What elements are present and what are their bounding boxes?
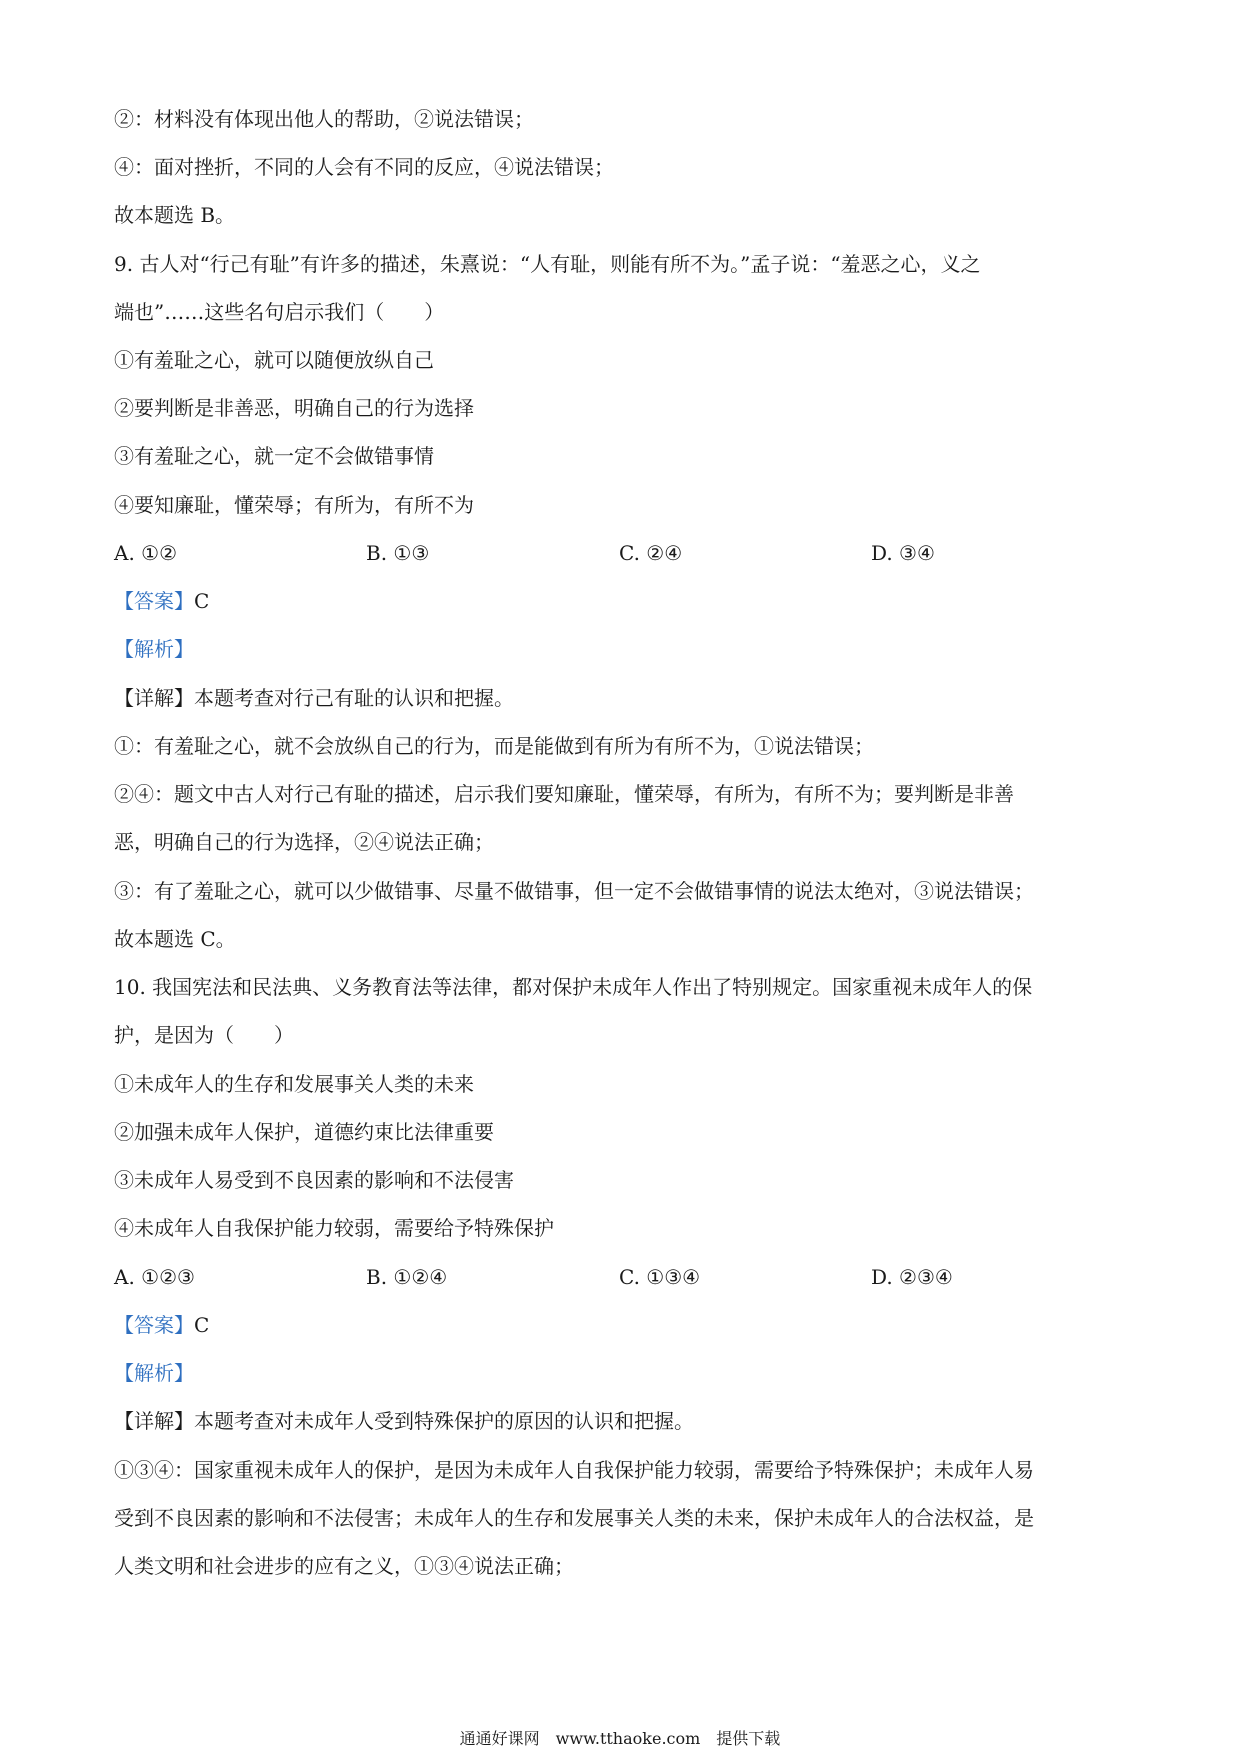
q9-explain-1: ①：有羞耻之心，就不会放纵自己的行为，而是能做到有所为有所不为，①说法错误； — [114, 734, 874, 758]
q9-detail — [114, 683, 1134, 713]
answer-value: C — [194, 1313, 210, 1337]
q10-statement-1: ①未成年人的生存和发展事关人类的未来 — [114, 1072, 474, 1096]
q9-option-c: C. ②④ — [619, 541, 683, 565]
text-line: ②：材料没有体现出他人的帮助，②说法错误； — [114, 107, 534, 131]
answer-tag: 【答案】 — [114, 589, 194, 613]
q10-options — [114, 1262, 1134, 1292]
q10-statement-2: ②加强未成年人保护，道德约束比法律重要 — [114, 1120, 494, 1144]
q9-options — [114, 538, 1134, 568]
q9-answer — [114, 586, 1134, 616]
q10-analysis — [114, 1358, 1134, 1388]
q9-statement-1: ①有羞耻之心，就可以随便放纵自己 — [114, 348, 434, 372]
q10-option-d: D. ②③④ — [871, 1265, 953, 1289]
question-10-stem-cont: 护，是因为（ ） — [114, 1023, 294, 1047]
q9-statement-2: ②要判断是非善恶，明确自己的行为选择 — [114, 396, 474, 420]
q9-explain-2: ②④：题文中古人对行己有耻的描述，启示我们要知廉耻，懂荣辱，有所为，有所不为；要判断是非善 — [114, 782, 1014, 806]
detail-tag: 【详解】 — [114, 686, 194, 710]
q10-statement-4: ④未成年人自我保护能力较弱，需要给予特殊保护 — [114, 1216, 554, 1240]
q10-answer — [114, 1310, 1134, 1340]
detail-text: 本题考查对未成年人受到特殊保护的原因的认识和把握。 — [194, 1409, 694, 1433]
q10-option-a: A. ①②③ — [114, 1265, 195, 1289]
q9-explain-3: ③：有了羞耻之心，就可以少做错事、尽量不做错事，但一定不会做错事情的说法太绝对，③说法错误； — [114, 879, 1034, 903]
text-line: ④：面对挫折，不同的人会有不同的反应，④说法错误； — [114, 155, 614, 179]
detail-tag: 【详解】 — [114, 1409, 194, 1433]
q10-explain-1-cont: 受到不良因素的影响和不法侵害；未成年人的生存和发展事关人类的未来，保护未成年人的合法权益，是 — [114, 1506, 1034, 1530]
q9-explain-2-cont: 恶，明确自己的行为选择，②④说法正确； — [114, 830, 494, 854]
text-line: 故本题选 B。 — [114, 203, 236, 227]
question-9-stem-cont: 端也”……这些名句启示我们（ ） — [114, 300, 445, 324]
q10-explain-1: ①③④：国家重视未成年人的保护，是因为未成年人自我保护能力较弱，需要给予特殊保护；未成年人易 — [114, 1458, 1034, 1482]
q9-option-b: B. ①③ — [366, 541, 430, 565]
q10-statement-3: ③未成年人易受到不良因素的影响和不法侵害 — [114, 1168, 514, 1192]
q10-option-b: B. ①②④ — [366, 1265, 448, 1289]
analysis-tag: 【解析】 — [114, 637, 194, 661]
q10-explain-1-end: 人类文明和社会进步的应有之义，①③④说法正确； — [114, 1554, 574, 1578]
answer-value: C — [194, 589, 210, 613]
q9-statement-4: ④要知廉耻，懂荣辱；有所为，有所不为 — [114, 493, 474, 517]
answer-tag: 【答案】 — [114, 1313, 194, 1337]
question-9-stem: 9. 古人对“行己有耻”有许多的描述，朱熹说：“人有耻，则能有所不为。”孟子说：“羞恶之心，义之 — [114, 252, 981, 276]
page-footer: 通通好课网 www.tthaoke.com 提供下载 — [459, 1729, 781, 1748]
question-10-stem: 10. 我国宪法和民法典、义务教育法等法律，都对保护未成年人作出了特别规定。国家重视未成年人的保 — [114, 975, 1033, 999]
analysis-tag: 【解析】 — [114, 1361, 194, 1385]
q9-statement-3: ③有羞耻之心，就一定不会做错事情 — [114, 444, 434, 468]
q9-option-a: A. ①② — [114, 541, 178, 565]
detail-text: 本题考查对行己有耻的认识和把握。 — [194, 686, 514, 710]
q10-detail — [114, 1406, 1134, 1436]
q9-conclusion: 故本题选 C。 — [114, 927, 236, 951]
q9-analysis — [114, 634, 1134, 664]
q10-option-c: C. ①③④ — [619, 1265, 701, 1289]
q9-option-d: D. ③④ — [871, 541, 935, 565]
